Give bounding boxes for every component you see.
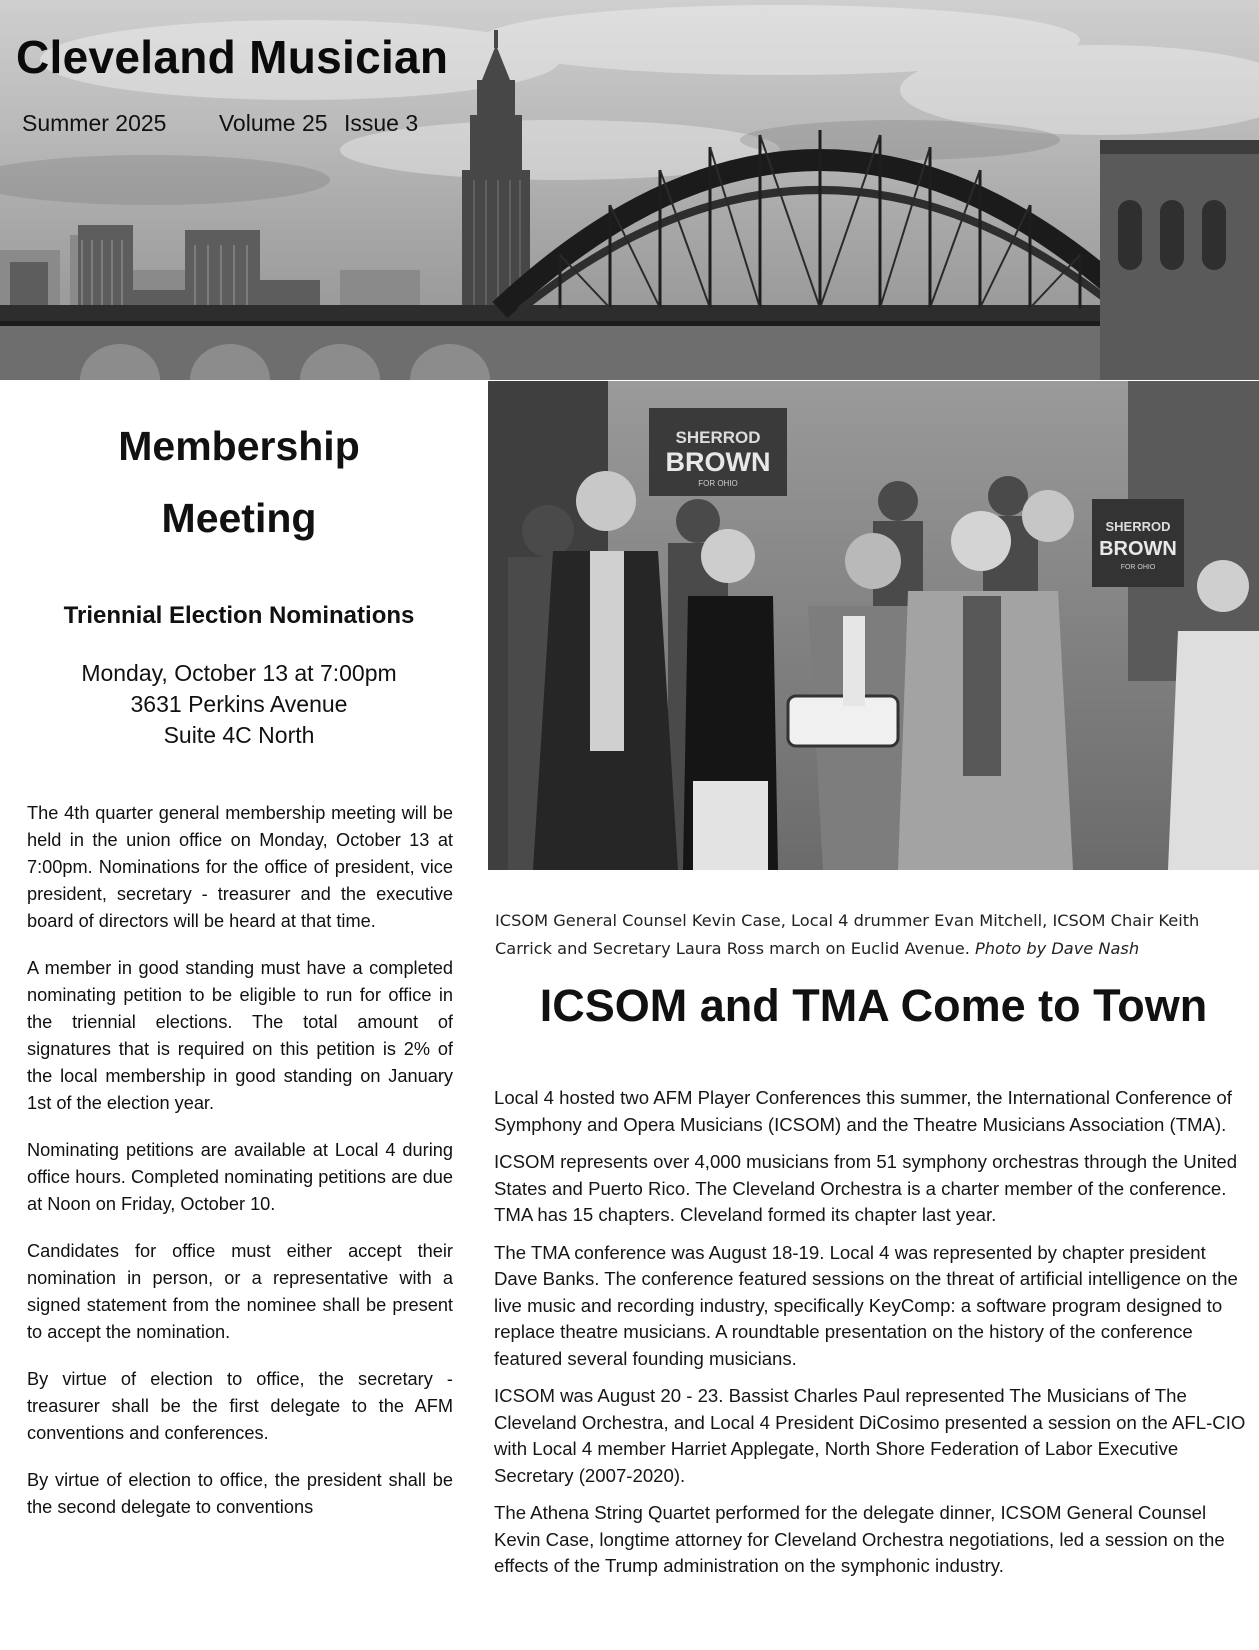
sign-text-line2: BROWN [1099, 538, 1177, 560]
article-paragraph: The TMA conference was August 18-19. Local 4 was represented by chapter president Dave Banks. The conference featured sessions on the threat of artificial intelligence on the live music and recording industry, specifically KeyComp: a software program designed to replace theatre musicians. A roundtable presentation on the history of the conference featured several founding musicians. [494, 1241, 1238, 1369]
masthead [0, 0, 1259, 380]
caption-text: ICSOM General Counsel Kevin Case, Local 4 drummer Evan Mitchell, ICSOM Chair Keith Carrick and Secretary Laura Ross march on Euclid Avenue. [495, 911, 1200, 958]
issue-number: Issue 3 [343, 110, 419, 136]
march-photo [488, 381, 1259, 870]
sign-text-line3: FOR OHIO [698, 479, 738, 488]
photo-credit: Photo by Dave Nash [975, 939, 1140, 958]
meeting-title-line1: Membership [118, 423, 360, 469]
membership-meeting-section [0, 380, 478, 1650]
issue-season: Summer 2025 [22, 110, 167, 136]
campaign-sign [649, 408, 787, 496]
sign-text-line2: BROWN [665, 447, 771, 477]
newsletter-title: Cleveland Musician [16, 31, 449, 83]
issue-line [22, 110, 418, 137]
meeting-suite: Suite 4C North [163, 722, 315, 748]
meeting-subtitle: Triennial Election Nominations [63, 602, 415, 629]
article-body [494, 1085, 1248, 1591]
meeting-date-time: Monday, October 13 at 7:00pm [81, 660, 397, 686]
meeting-paragraph: By virtue of election to office, the secretary - treasurer shall be the first delegate to the AFM conventions and conferences. [27, 1369, 453, 1443]
article-paragraph: The Athena String Quartet performed for the delegate dinner, ICSOM General Counsel Kevin Case, longtime attorney for Cleveland Orchestra negotiations, led a session on the effects of the Trump administration on the symphonic industry. [494, 1502, 1225, 1576]
article-paragraph: ICSOM was August 20 - 23. Bassist Charles Paul represented The Musicians of The Cleveland Orchestra, and Local 4 President DiCosimo presented a session on the AFL-CIO with Local 4 member Harriet Applegate, North Shore Federation of Labor Executive Secretary (2007-2020). [494, 1385, 1246, 1486]
march-photo-image [488, 381, 1259, 870]
issue-volume: Volume 25 [218, 110, 328, 136]
article-paragraph: Local 4 hosted two AFM Player Conferences this summer, the International Conference of Symphony and Opera Musicians (ICSOM) and the Theatre Musicians Association (TMA). [494, 1087, 1232, 1135]
meeting-paragraph: Nominating petitions are available at Local 4 during office hours. Completed nominating petitions are due at Noon on Friday, October 10. [27, 1140, 453, 1214]
meeting-address: 3631 Perkins Avenue [130, 691, 348, 717]
article-title: ICSOM and TMA Come to Town [539, 980, 1208, 1031]
meeting-details [0, 658, 478, 751]
meeting-title [0, 410, 478, 554]
meeting-title-line2: Meeting [161, 495, 317, 541]
meeting-paragraph: By virtue of election to office, the president shall be the second delegate to conventions [27, 1470, 453, 1517]
photo-caption [495, 907, 1255, 963]
meeting-paragraph: Candidates for office must either accept their nomination in person, or a representative with a signed statement from the nominee shall be present to accept the nomination. [27, 1241, 453, 1342]
meeting-body [27, 800, 453, 1541]
sign-text-line3: FOR OHIO [1120, 564, 1156, 571]
article-paragraph: ICSOM represents over 4,000 musicians from 51 symphony orchestras through the United States and Puerto Rico. The Cleveland Orchestra is a charter member of the conference. TMA has 15 chapters. Cleveland formed its chapter last year. [494, 1151, 1238, 1225]
meeting-paragraph: A member in good standing must have a completed nominating petition to be eligible to run for office in the triennial elections. The total amount of signatures that is required on this petition is 2% of the local membership in good standing on January 1st of the election year. [27, 958, 453, 1113]
sign-text-line1: SHERROD [1105, 519, 1171, 534]
campaign-sign [1092, 499, 1184, 587]
meeting-paragraph: The 4th quarter general membership meeting will be held in the union office on Monday, October 13 at 7:00pm. Nominations for the office of president, vice president, secretary - treasurer and the executive board of directors will be heard at that time. [27, 803, 453, 931]
sign-text-line1: SHERROD [675, 428, 761, 447]
